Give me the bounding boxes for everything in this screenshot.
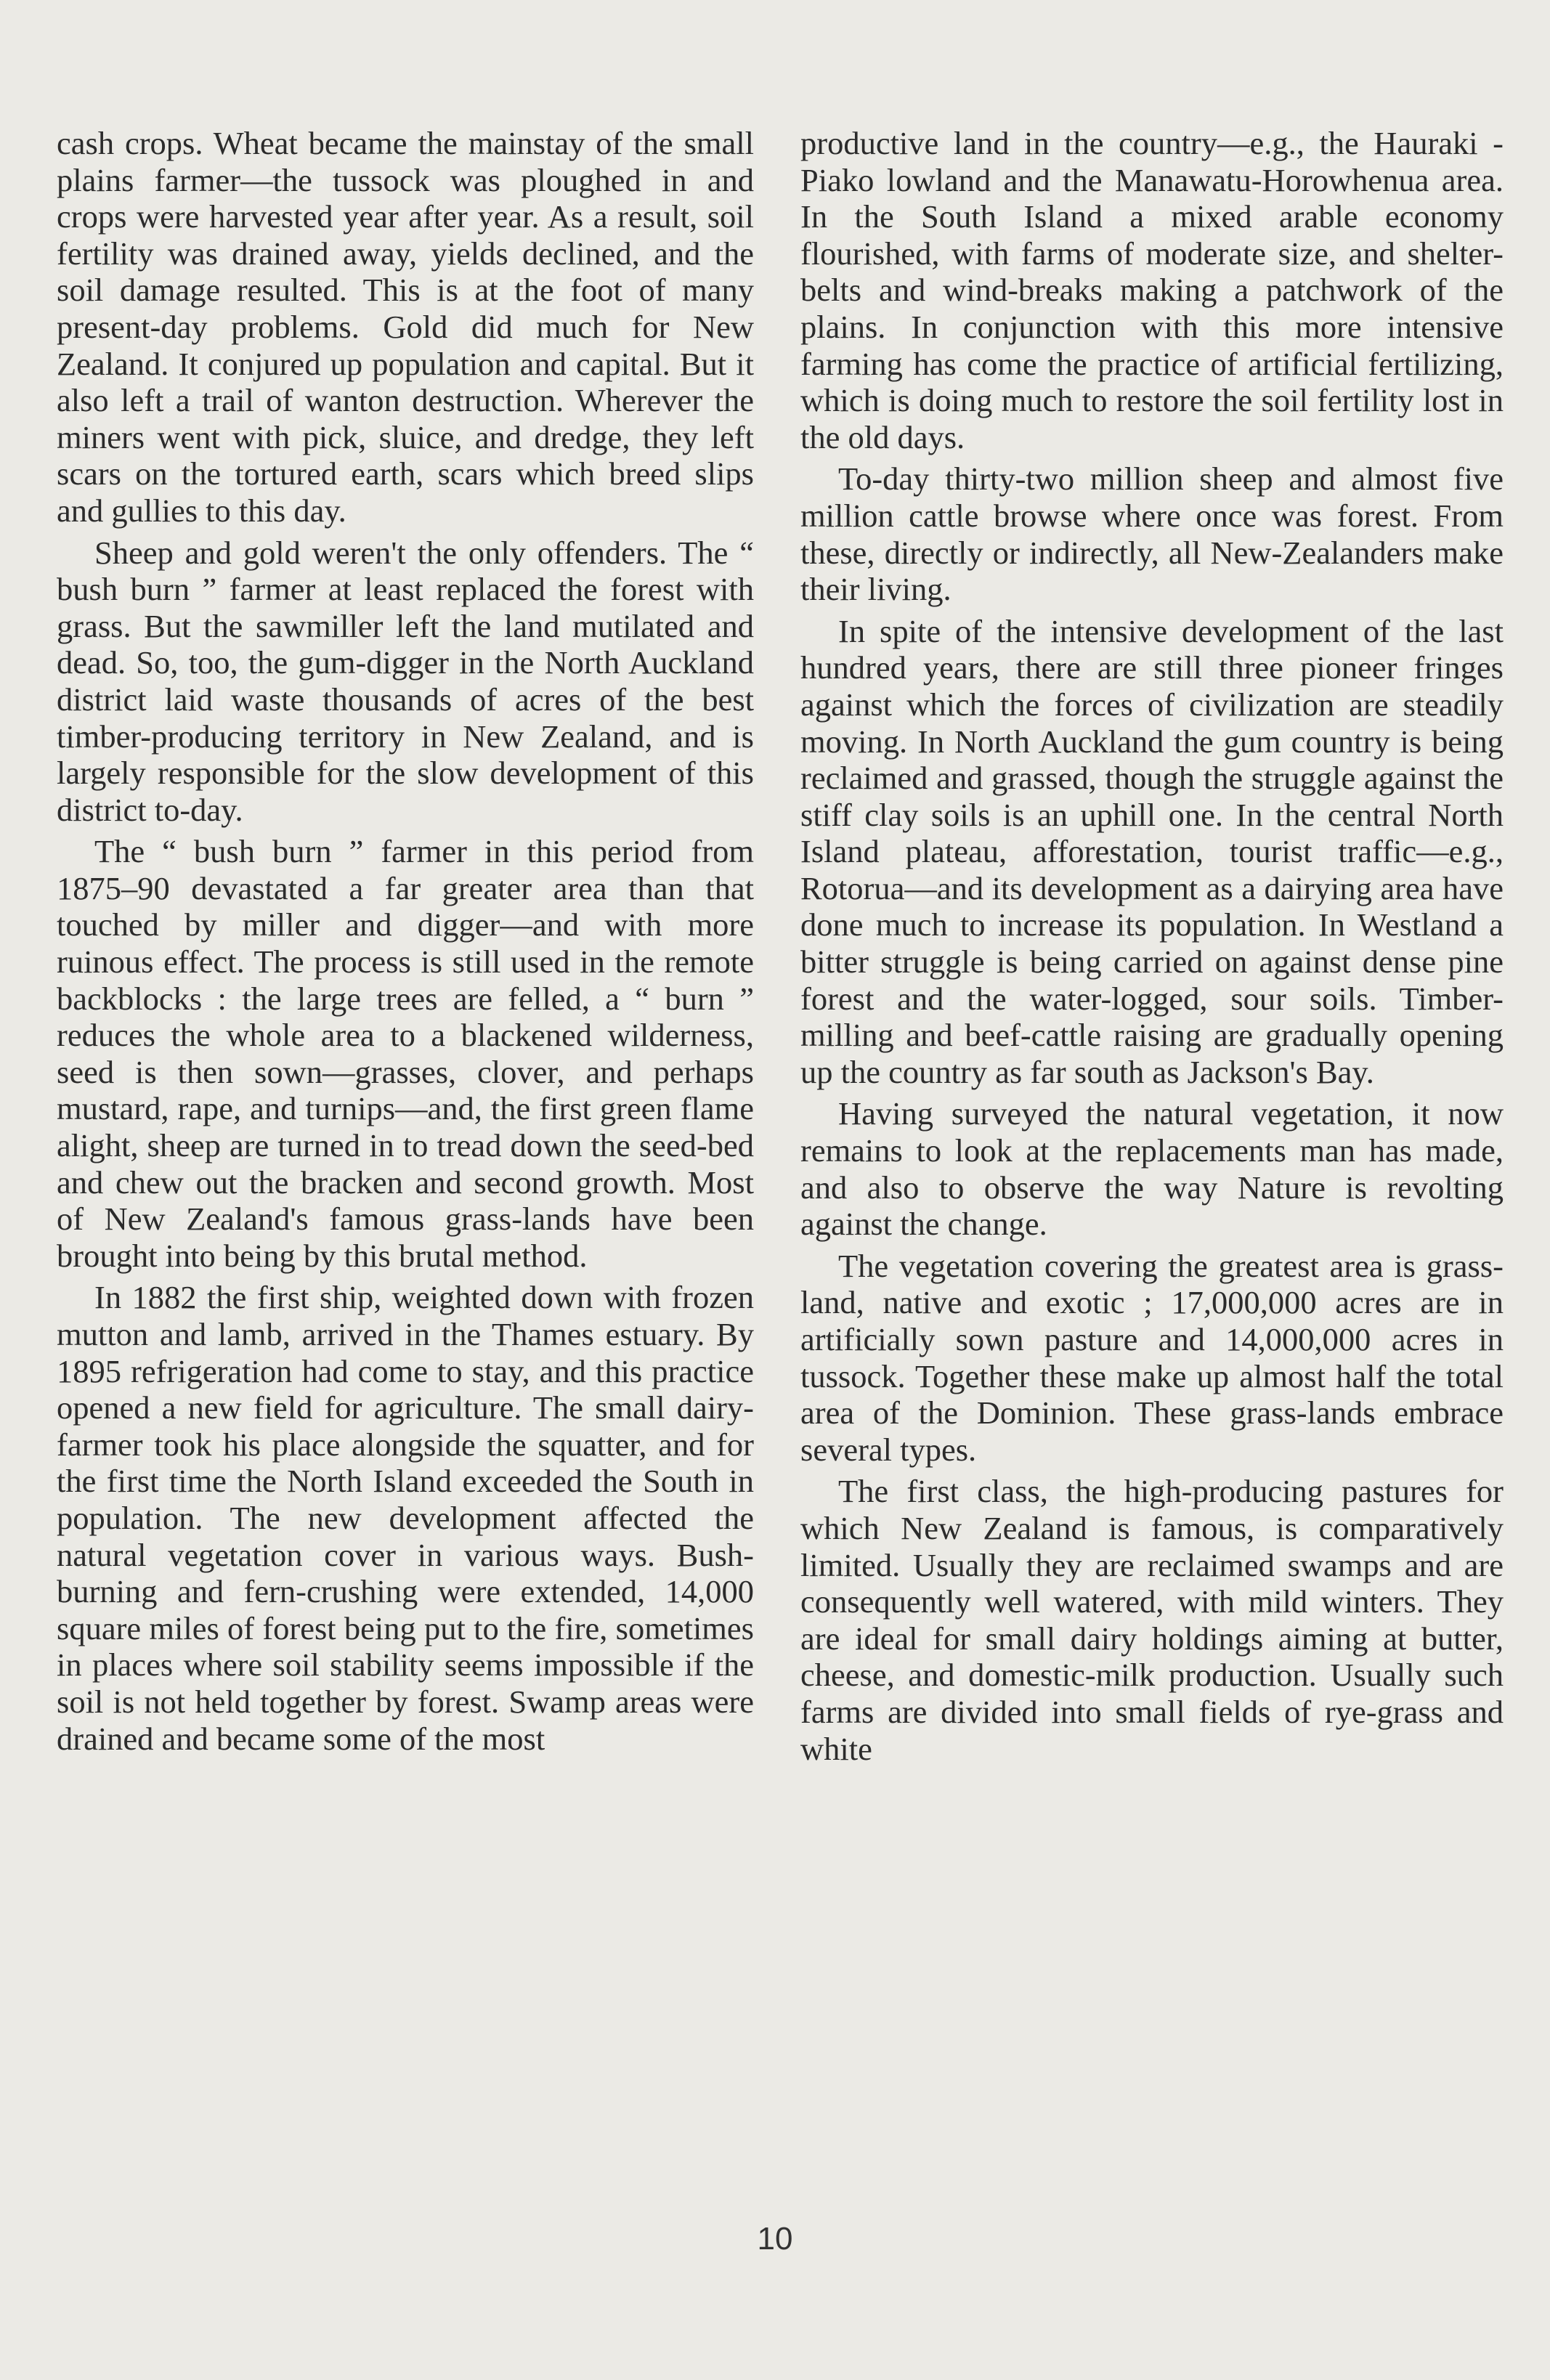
paragraph: The “ bush burn ” farmer in this period from 1875–90 devastated a far greater area than that touched by miller and digger—and with more ruinous effect. The process is still used in the remote backblocks : the large trees are felled, a “ burn ” reduces the whole area to a blackened wilderness, seed is then sown—grasses, clover, and perhaps mustard, rape, and turnips—and, the first green flame alight, sheep are turned in to tread down the seed-bed and chew out the bracken and second growth. Most of New Zealand's famous grass-lands have been brought into being by this brutal method.: [57, 833, 754, 1274]
paragraph: In 1882 the first ship, weighted down with frozen mutton and lamb, arrived in the Thames estuary. By 1895 refrigeration had come to stay, and this practice opened a new field for agriculture. The small dairy-farmer took his place alongside the squatter, and for the first time the North Island exceeded the South in population. The new development affected the natural vegetation cover in various ways. Bush-burning and fern-crushing were extended, 14,000 square miles of forest being put to the fire, sometimes in places where soil stability seems impossible if the soil is not held together by forest. Swamp areas were drained and became some of the most: [57, 1279, 754, 1757]
left-text-column: [57, 125, 754, 1762]
paragraph: Having surveyed the natural vegetation, it now remains to look at the replacements man has made, and also to observe the way Nature is revolting against the change.: [800, 1095, 1504, 1243]
paragraph: The first class, the high-producing pastures for which New Zealand is famous, is comparatively limited. Usually they are reclaimed swamps and are consequently well watered, with mild winters. They are ideal for small dairy holdings aiming at butter, cheese, and domestic-milk production. Usually such farms are divided into small fields of rye-grass and white: [800, 1473, 1504, 1767]
paragraph: productive land in the country—e.g., the Hauraki - Piako lowland and the Manawatu-Horowhenua area. In the South Island a mixed arable economy flourished, with farms of moderate size, and shelter-belts and wind-breaks making a patchwork of the plains. In conjunction with this more intensive farming has come the practice of artificial fertilizing, which is doing much to restore the soil fertility lost in the old days.: [800, 125, 1504, 455]
paragraph: The vegetation covering the greatest area is grass-land, native and exotic ; 17,000,000 acres are in artificially sown pasture and 14,000,000 acres in tussock. Together these make up almost half the total area of the Dominion. These grass-lands embrace several types.: [800, 1247, 1504, 1468]
paragraph: cash crops. Wheat became the mainstay of the small plains farmer—the tussock was ploughed in and crops were harvested year after year. As a result, soil fertility was drained away, yields declined, and the soil damage resulted. This is at the foot of many present-day problems. Gold did much for New Zealand. It conjured up population and capital. But it also left a trail of wanton destruction. Wherever the miners went with pick, sluice, and dredge, they left scars on the tortured earth, scars which breed slips and gullies to this day.: [57, 125, 754, 529]
page-number: 10: [757, 2221, 793, 2257]
paragraph: Sheep and gold weren't the only offenders. The “ bush burn ” farmer at least replaced the forest with grass. But the sawmiller left the land mutilated and dead. So, too, the gum-digger in the North Auckland district laid waste thousands of acres of the best timber-producing territory in New Zealand, and is largely responsible for the slow development of this district to-day.: [57, 534, 754, 828]
right-text-column: [800, 125, 1504, 1772]
paragraph: In spite of the intensive development of the last hundred years, there are still three pioneer fringes against which the forces of civilization are steadily moving. In North Auckland the gum country is being reclaimed and grassed, though the struggle against the stiff clay soils is an uphill one. In the central North Island plateau, afforestation, tourist traffic—e.g., Rotorua—and its development as a dairying area have done much to increase its population. In Westland a bitter struggle is being carried on against dense pine forest and the water-logged, sour soils. Timber-milling and beef-cattle raising are gradually opening up the country as far south as Jackson's Bay.: [800, 612, 1504, 1090]
paragraph: To-day thirty-two million sheep and almost five million cattle browse where once was forest. From these, directly or indirectly, all New-Zealanders make their living.: [800, 460, 1504, 608]
